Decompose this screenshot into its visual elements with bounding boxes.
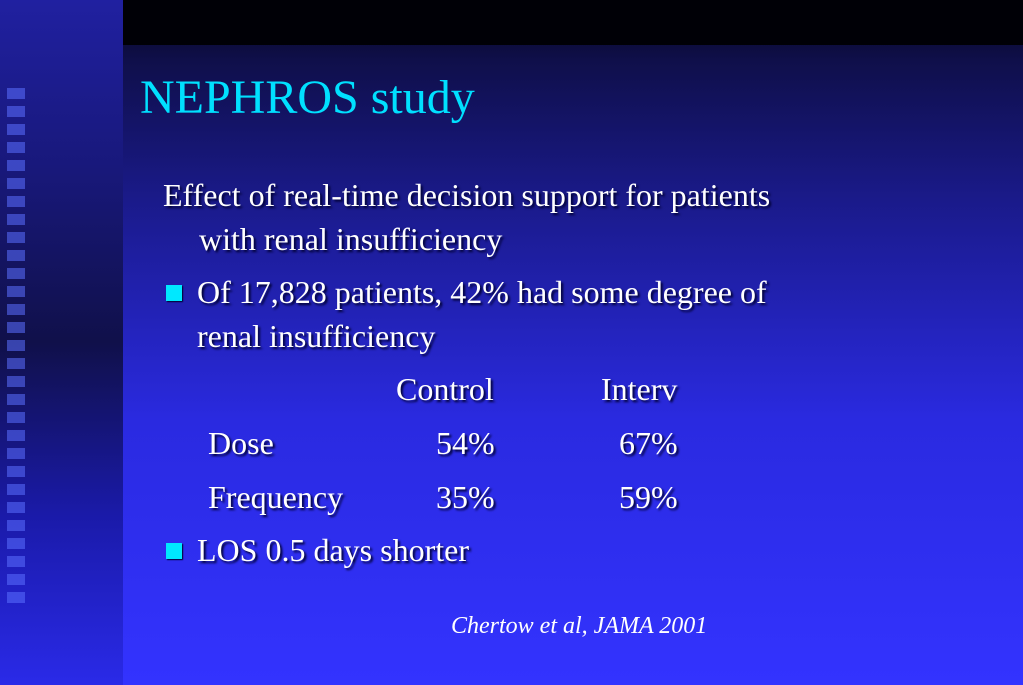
slide-title: NEPHROS study bbox=[140, 71, 475, 124]
table-cell-control: 54% bbox=[436, 425, 495, 461]
bullet-1-line-1: Of 17,828 patients, 42% had some degree of bbox=[197, 274, 767, 310]
left-decorative-band bbox=[0, 0, 123, 685]
intro-line-1: Effect of real-time decision support for patients bbox=[163, 177, 771, 213]
top-dark-bar bbox=[123, 0, 1023, 45]
bullet-1-line-2: renal insufficiency bbox=[197, 318, 436, 354]
table-row-label: Frequency bbox=[208, 479, 344, 515]
intro-line-2: with renal insufficiency bbox=[199, 221, 503, 257]
table-cell-interv: 67% bbox=[619, 425, 678, 461]
bullet-square-icon bbox=[166, 285, 182, 301]
table-cell-control: 35% bbox=[436, 479, 495, 515]
table-row-label: Dose bbox=[208, 425, 274, 461]
table-cell-interv: 59% bbox=[619, 479, 678, 515]
table-header-interv: Interv bbox=[601, 371, 678, 407]
table-header-control: Control bbox=[396, 371, 494, 407]
square-pattern-decoration bbox=[7, 88, 25, 608]
bullet-square-icon bbox=[166, 543, 182, 559]
citation: Chertow et al, JAMA 2001 bbox=[451, 613, 708, 639]
bullet-2-line-1: LOS 0.5 days shorter bbox=[197, 532, 469, 568]
